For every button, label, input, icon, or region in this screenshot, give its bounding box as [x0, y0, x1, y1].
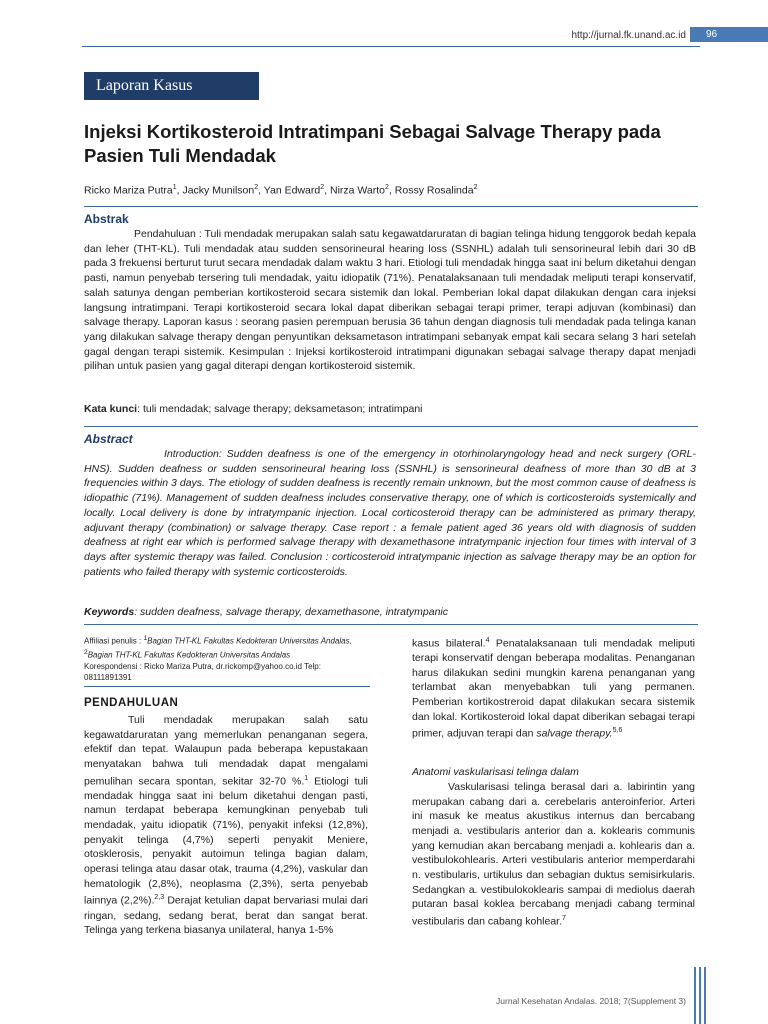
subheading-anatomi: Anatomi vaskularisasi telinga dalam	[412, 766, 579, 778]
abstract-rule	[84, 426, 698, 427]
kata-kunci	[84, 403, 696, 415]
author-affil-sup: 2	[385, 184, 389, 191]
affiliation-label: Affiliasi penulis :	[84, 636, 144, 646]
abstrak-text: Pendahuluan : Tuli mendadak merupakan salah satu kegawatdaruratan di bagian telinga hidung tenggorok bedah kepala dan leher (THT-KL). Tuli mendadak atau sudden sensorineural hearing loss (SSNHL) adalah tuli sensorineural lebih dari 30 dB pada 3 frekuensi berturut turut secara mendadak dalam waktu 3 hari. Etiologi tuli mendadak hingga saat ini belum diketahui dengan pasti, namun penyebab tersering tuli mendadak, yaitu idiopatik (71%). Penatalaksanaan tuli mendadak meliputi terapi konservatif, salah satunya dengan pemberian kortikosteroid secara sistemik dan lokal. Pemberian lokal dapat dilakukan dengan cara injeksi langsung intratimpani. Terapi kortikosteroid secara lokal dapat diberikan sebagai terapi primer, terapi adjuvan (kombinasi) dan salvage therapy. Laporan kasus : seorang pasien perempuan berusia 36 tahun dengan diagnosis tuli mendadak pada telinga kanan yang dilakukan salvage therapy dengan penyuntikan deksametason intratimpani sebanyak empat kali secara selang 3 hari setelah gagal dengan terapi sistemik. Kesimpulan : Injeksi kortikosteroid intratimpani digunakan sebagai salvage therapy dapat menjadi pilihan untuk pasien yang gagal diterapi dengan kortikosteroid sistemik.	[84, 228, 696, 373]
kata-kunci-label: Kata kunci	[84, 403, 138, 415]
author-name: Rossy Rosalinda	[394, 184, 474, 197]
section-heading-pendahuluan: PENDAHULUAN	[84, 697, 179, 709]
pendahuluan-text-1: Tuli mendadak merupakan salah satu kegawatdaruratan yang memerlukan penanganan segera, efektif dan tepat. Walaupun pada beberapa kepustakaan menyatakan bahwa tuli mendadak dapat mengalami pemulihan secara spontan, sekitar 32-70 %.	[84, 714, 368, 788]
affiliation-sup: 1	[143, 635, 148, 642]
author-affil-sup: 2	[473, 184, 478, 191]
author-name: Nirza Warto	[329, 184, 386, 197]
citation-sup: 1	[304, 774, 309, 782]
abstract-body	[84, 447, 696, 579]
right-column-paragraph-1	[412, 634, 695, 742]
abstract-heading: Abstract	[84, 432, 133, 446]
journal-footer: Jurnal Kesehatan Andalas. 2018; 7(Supplement 3)	[496, 996, 686, 1006]
header-divider	[82, 46, 700, 47]
author-affil-sup: 1	[172, 184, 177, 191]
abstrak-body	[84, 227, 696, 374]
footer-bar	[699, 967, 701, 1024]
pendahuluan-text-3: Derajat ketulian dapat bervariasi mulai dari ringan, sedang, sedang berat, berat dan sangat berat. Telinga yang terkena biasanya unilateral, hanya 1-5%	[84, 894, 369, 937]
affiliation-sup: 2	[84, 648, 88, 656]
citation-sup: 2,3	[154, 894, 165, 902]
abstrak-rule	[84, 206, 698, 207]
keywords-rule	[84, 624, 698, 625]
affiliation-block	[84, 633, 370, 684]
author-list: Ricko Mariza Putra$^1$, Jacky Munilson$^2$, Yan Edward$^2$, Nirza Warto$^2$, Rossy Rosalinda$^2$	[84, 184, 478, 197]
citation-sup: 4	[485, 637, 490, 644]
kata-kunci-text: : tuli mendadak; salvage therapy; deksametason; intratimpani	[137, 403, 423, 415]
affiliation-text-2: Bagian THT-KL Fakultas Kedokteran Universitas Andalas	[87, 650, 291, 660]
footer-bar	[704, 967, 706, 1024]
abstrak-heading: Abstrak	[84, 212, 129, 226]
article-type-badge: Laporan Kasus	[84, 72, 259, 100]
pendahuluan-text-2: Etiologi tuli mendadak hingga saat ini belum diketahui dengan pasti, namun terdapat beberapa kemungkinan penyebab tuli mendadak, yaitu idiopatik (71%), penyakit infeksi (12,8%), penyakit telinga (4,7%) seperti penyakit Meniere, otosklerosis, penyakit autoimun telinga bagian dalam, operasi telinga atau dasar otak, trauma (4,2%), vaskular dan hematologik (2,8%), neoplasma (2,3%), serta penyebab lainnya (2,2%).	[84, 775, 368, 907]
right-text-1: kasus bilateral.	[412, 637, 486, 650]
author-name: Jacky Munilson	[182, 184, 255, 197]
keywords-label: Keywords	[84, 606, 135, 618]
footer-bar	[694, 967, 696, 1024]
author-name: Yan Edward	[263, 184, 321, 197]
author-name: Ricko Mariza Putra	[84, 184, 173, 197]
author-affil-sup: 2	[254, 184, 259, 191]
journal-url[interactable]: http://jurnal.fk.unand.ac.id	[571, 30, 686, 41]
right-text-3: Vaskularisasi telinga berasal dari a. labirintin yang merupakan cabang dari a. cerebelaris anteroinferior. Arteri ini masuk ke meatus akustikus internus dan bercabang menjadi a. vestibularis anterior dan a. koklearis communis yang kemudian akan bercabang menjadi a. kohlearis dan a. vestibulokohlearis. Arteri vestibularis anterior memperdarahi n. vestibularis, urtikulus dan sebagian duktus semisirkularis. Sedangkan a. vestibulokoklearis sampai di mediolus daerah putaran basal koklea bercabang menjadi cabang terminal vestibularis dan cabang kohlear.	[412, 781, 695, 928]
citation-sup: 5,6	[612, 727, 623, 735]
right-text-italic: salvage therapy.	[536, 727, 613, 740]
right-text-2: Penatalaksanaan tuli mendadak meliputi terapi konservatif dengan beberapa modalitas. Penanganan harus dilakukan sedini mungkin karena penanganan yang terlambat akan menyebabkan tuli yang permanen. Pemberian kortikostreroid dapat dilakukan secara sistemik dan lokal. Kortikosteroid lokal dapat diberikan sebagai terapi primer, adjuvan terapi dan	[412, 637, 695, 740]
author-affil-sup: 2	[320, 184, 325, 191]
pendahuluan-body	[84, 713, 368, 938]
abstract-text: Introduction: Sudden deafness is one of the emergency in otorhinolaryngology head and neck surgery (ORL-HNS). Sudden deafness or sudden sensorineural hearing loss (SSNHL) is sensorineural deafness of more than 30 dB at 3 frequencies within 3 days. The etiology of sudden deafness is recently remain unknown, but the most common cause of deafness is idiopathic (71%). Management of sudden deafness includes conservative therapy, one of which is corticosteroids systemically and locally. Local delivery is done by intratympanic injection. Local corticosteroid therapy can be administered as primary therapy, adjuvant therapy (combination) or salvage therapy. Case report : a female patient aged 36 years old with diagnosis of sudden deafness at right ear which is performed salvage therapy with dexamethasone intratympanic injection four times with interval of 3 days after systemic therapy was failed. Conclusion : corticosteroid intratympanic injection as salvage therapy may be an option for patients who failed therapy with systemic corticosteroids.	[84, 448, 696, 578]
page-number: 96	[690, 27, 768, 42]
right-column-paragraph-2	[412, 780, 695, 929]
correspondence-text: Korespondensi : Ricko Mariza Putra, dr.rickomp@yahoo.co.id Telp: 08111891391	[84, 661, 321, 683]
affiliation-text-1: Bagian THT-KL Fakultas Kedokteran Universitas Andalas,	[147, 636, 352, 646]
article-title: Injeksi Kortikosteroid Intratimpani Sebagai Salvage Therapy pada Pasien Tuli Mendadak	[84, 121, 661, 166]
keywords	[84, 606, 696, 618]
affiliation-rule	[84, 686, 370, 687]
keywords-text: : sudden deafness, salvage therapy, dexamethasone, intratympanic	[134, 606, 449, 618]
citation-sup: 7	[562, 914, 566, 922]
